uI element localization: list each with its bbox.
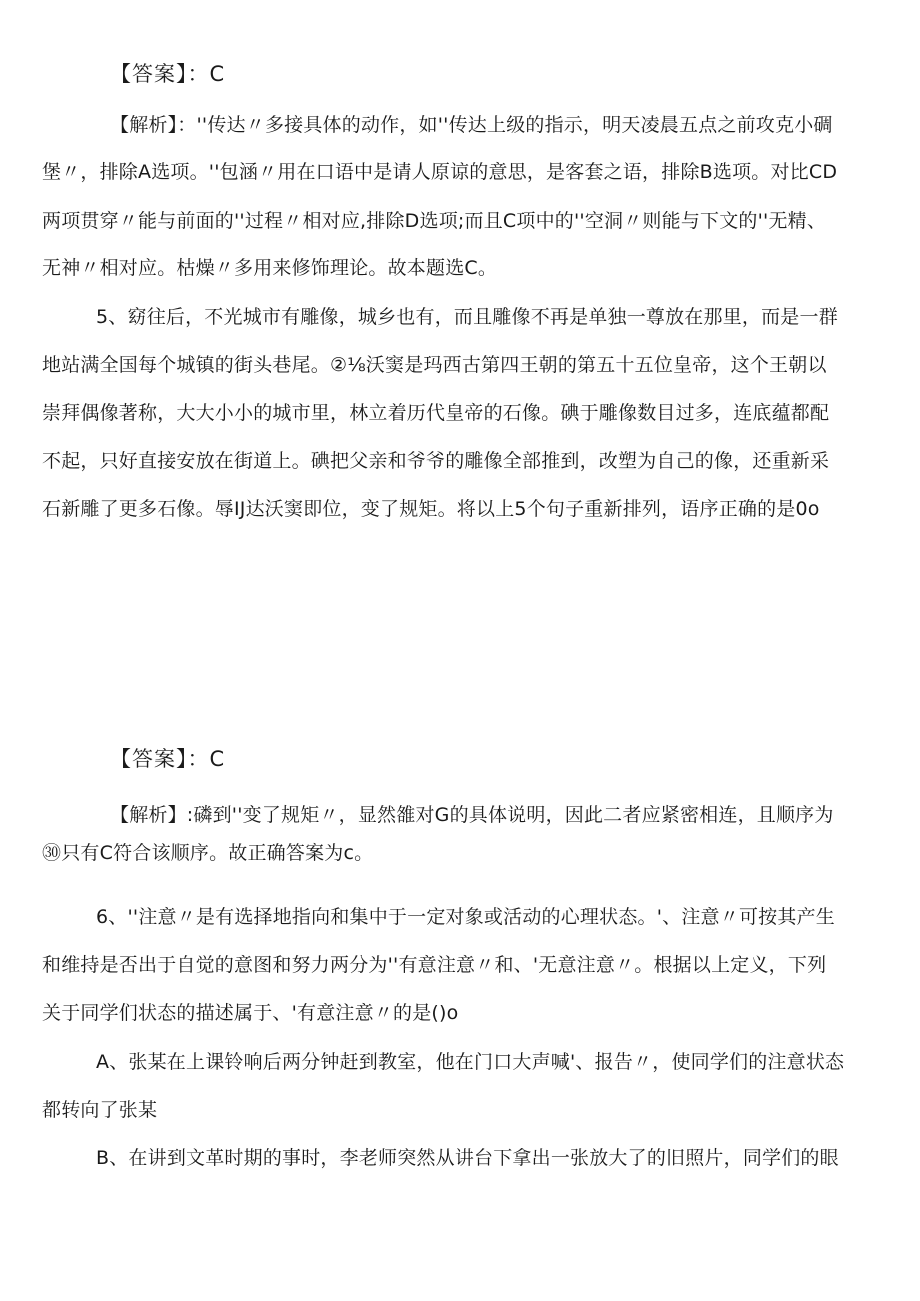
option-a-line: 都转向了张某 <box>42 1099 158 1121</box>
analysis-line: 无神〃相对应。枯燥〃多用来修饰理论。故本题选C。 <box>42 257 498 279</box>
option-a-line: A、张某在上课铃响后两分钟赶到教室，他在门口大声喊'、报告〃，使同学们的注意状态 <box>96 1051 845 1073</box>
question-line: 6、''注意〃是有选择地指向和集中于一定对象或活动的心理状态。'、注意〃可按其产生 <box>96 906 835 928</box>
analysis-line: 【解析】：''传达〃多接具体的动作，如''传达上级的指示，明天凌晨五点之前攻克小碉 <box>110 114 833 136</box>
question-line: 地站满全国每个城镇的街头巷尾。②⅛沃窦是玛西古第四王朝的第五十五位皇帝，这个王朝以 <box>42 354 827 376</box>
analysis-line: 两项贯穿〃能与前面的''过程〃相对应,排除D选项;而且C项中的''空洞〃则能与下文的''无精、 <box>42 210 827 232</box>
question-line: 不起，只好直接安放在街道上。碘把父亲和爷爷的雕像全部推到，改塑为自己的像，还重新采 <box>42 450 830 472</box>
question-line: 和维持是否出于自觉的意图和努力两分为''有意注意〃和、'无意注意〃。根据以上定义，下列 <box>42 954 827 976</box>
answer-line: 【答案】：C <box>110 62 226 86</box>
question-line: 石新雕了更多石像。辱IJ达沃窦即位，变了规矩。将以上5个句子重新排列，语序正确的是0o <box>42 498 820 520</box>
option-b-line: B、在讲到文革时期的事时，李老师突然从讲台下拿出一张放大了的旧照片，同学们的眼 <box>96 1147 839 1169</box>
analysis-line: 【解析】:磷到''变了规矩〃，显然雒对G的具体说明，因此二者应紧密相连，且顺序为 <box>110 804 834 826</box>
analysis-line: ㉚只有C符合该顺序。故正确答案为c。 <box>42 842 374 864</box>
question-line: 崇拜偶像著称，大大小小的城市里，林立着历代皇帝的石像。碘于雕像数目过多，连底蕴都配 <box>42 402 830 424</box>
analysis-line: 堡〃，排除A选项。''包涵〃用在口语中是请人原谅的意思，是客套之语，排除B选项。对比CD <box>42 161 838 183</box>
answer-line: 【答案】：C <box>110 747 226 771</box>
question-line: 5、窈往后，不光城市有雕像，城乡也有，而且雕像不再是单独一尊放在那里，而是一群 <box>96 306 838 328</box>
question-line: 关于同学们状态的描述属于、'有意注意〃的是()o <box>42 1002 459 1024</box>
